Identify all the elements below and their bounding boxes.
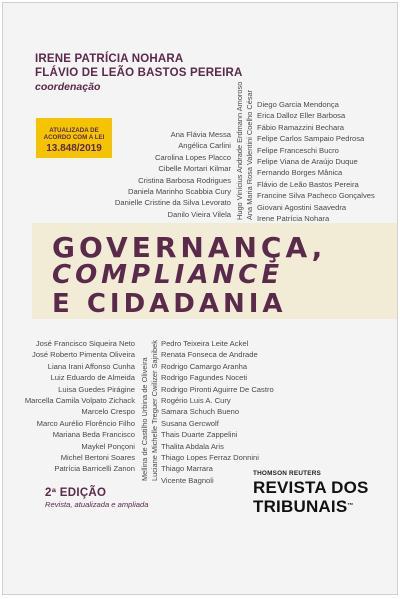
author-name-vertical: Mellina de Castilho Urbina de Oliveira	[140, 357, 149, 481]
author-name: Felipe Carlos Sampaio Pedrosa	[257, 134, 365, 144]
editor-name: FLÁVIO DE LEÃO BASTOS PEREIRA	[35, 67, 243, 79]
author-name: José Francisco Siqueira Neto	[35, 339, 135, 348]
author-name: Daniela Marinho Scabbia Cury	[128, 186, 231, 196]
author-name-vertical: Luciane Michelle Treguer Cwilizer Sajnibek	[150, 340, 159, 481]
author-name: Michel Bertoni Soares	[60, 452, 135, 462]
author-name: Francine Silva Pacheco Gonçalves	[257, 191, 375, 201]
author-name: Maykel Ponçoni	[81, 441, 135, 451]
author-name: Vicente Bagnoli	[161, 475, 214, 485]
publisher-logo	[253, 470, 373, 515]
author-name: Thalita Abdala Aris	[161, 441, 224, 451]
book-cover	[2, 2, 398, 595]
title-line: COMPLIANCE	[52, 260, 284, 290]
publisher-name-line2	[253, 498, 373, 515]
authors-bottom-left	[13, 338, 135, 475]
author-name: Thiago Marrara	[161, 464, 213, 474]
author-name: Liana Irani Affonso Cunha	[47, 361, 135, 371]
author-name: Thais Duarte Zappelini	[161, 430, 238, 440]
author-name: Susana Gercwolf	[161, 418, 219, 428]
author-name: Felipe Viana de Araújo Duque	[257, 156, 358, 166]
author-name: José Roberto Pimenta Oliveira	[32, 350, 135, 360]
publisher-name: TRIBUNAIS	[253, 497, 348, 516]
author-name: Luisa Guedes Pirágine	[58, 384, 135, 394]
author-name: Carolina Lopes Placco	[155, 152, 231, 162]
author-name: Irene Patrícia Nohara	[257, 213, 330, 223]
author-name: Rogério Luis A. Cury	[161, 395, 231, 405]
author-name: Felipe Franceschi Bucro	[257, 145, 339, 155]
author-name: Diego Garcia Mendonça	[257, 100, 339, 109]
editors-block	[35, 52, 243, 94]
title-band	[32, 223, 398, 319]
edition-subtitle: Revista, atualizada e ampliada	[45, 500, 149, 509]
author-name-vertical: Hugo Vinícius Andrade Erdmann Amoroso	[235, 81, 244, 220]
author-name: Angélica Carlini	[178, 141, 231, 151]
publisher-group: THOMSON REUTERS	[253, 470, 321, 477]
author-name: Giovani Agostini Saavedra	[257, 202, 347, 212]
author-name: Rodrigo Fagundes Noceti	[161, 373, 248, 383]
author-name-vertical: Ana Maria Rosa Valentini Coelho César	[245, 89, 254, 220]
badge-line: ACORDO COM A LEI	[43, 134, 105, 141]
edition-number: 2ª EDIÇÃO	[45, 487, 107, 499]
author-name: Patrícia Barricelli Zanon	[54, 464, 135, 474]
author-name: Fábio Ramazzini Bechara	[257, 122, 344, 132]
author-name: Pedro Teixeira Leite Ackel	[161, 339, 249, 348]
author-name: Cristina Barbosa Rodrigues	[138, 175, 231, 185]
publisher-name: REVISTA DOS	[253, 478, 369, 497]
editor-role: coordenação	[35, 81, 101, 93]
author-name: Flávio de Leão Bastos Pereira	[257, 179, 359, 189]
title-line: E CIDADANIA	[52, 289, 287, 319]
author-name: Samara Schuch Bueno	[161, 407, 240, 417]
badge-law-number: 13.848/2019	[46, 143, 102, 154]
author-name: Marcella Camila Volpato Zichack	[24, 395, 135, 405]
author-name: Thiago Lopes Ferraz Donnini	[161, 452, 259, 462]
author-name: Erica Dalloz Eller Barbosa	[257, 111, 346, 121]
author-name: Luiz Eduardo de Almeida	[50, 373, 135, 383]
author-name: Fernando Borges Mânica	[257, 168, 343, 178]
author-name: Rodrigo Pironti Aguirre De Castro	[161, 384, 274, 394]
edition-block	[45, 487, 148, 509]
author-name: Mariana Beda Francisco	[52, 430, 135, 440]
authors-top-right	[257, 99, 375, 224]
author-name: Ana Flávia Messa	[170, 130, 231, 139]
editor-name: IRENE PATRÍCIA NOHARA	[35, 53, 184, 65]
author-name: Danielle Cristine da Silva Levorato	[114, 198, 231, 208]
authors-top-left	[83, 129, 231, 220]
author-name: Cibelle Mortari Kilmar	[158, 164, 231, 174]
title-line: GOVERNANÇA,	[52, 231, 327, 264]
author-name: Danilo Vieira Vilela	[167, 209, 231, 219]
author-name: Marcelo Crespo	[81, 407, 135, 417]
trademark-symbol: ™	[347, 503, 354, 509]
author-name: Rodrigo Camargo Aranha	[161, 361, 248, 371]
author-name: Marco Aurélio Florêncio Filho	[36, 418, 135, 428]
author-name: Renata Fonseca de Andrade	[161, 350, 258, 360]
badge-line: ATUALIZADA DE	[49, 127, 99, 134]
authors-bottom-right	[161, 338, 274, 486]
